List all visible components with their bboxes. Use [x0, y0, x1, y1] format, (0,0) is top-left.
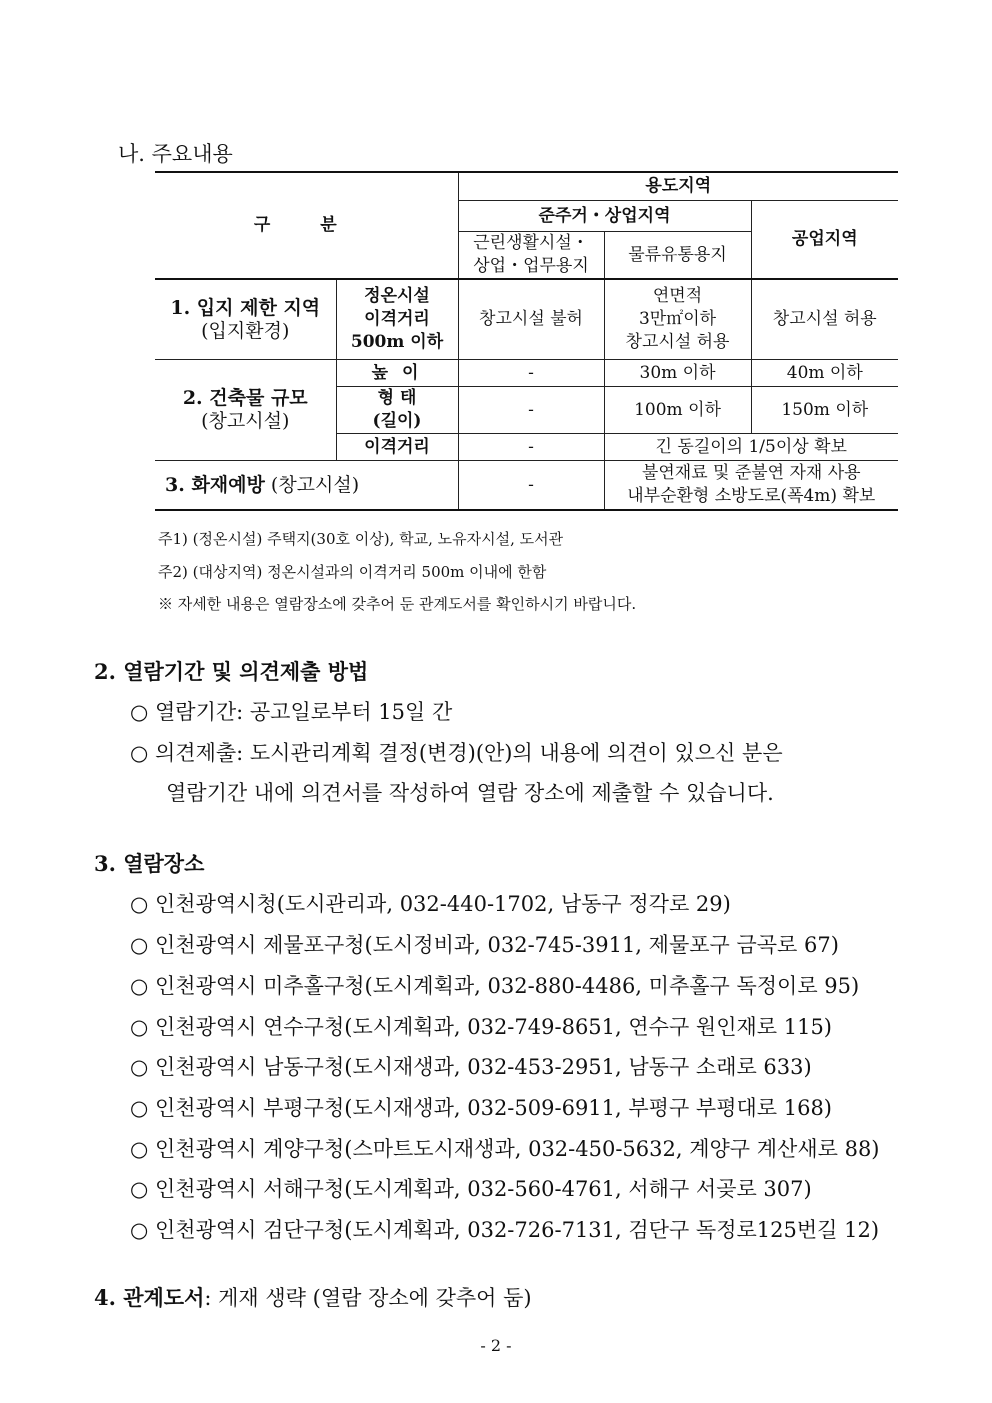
row2a-c2: 30m 이하	[604, 360, 751, 387]
row2c-c1: -	[458, 434, 604, 461]
row2c-label: 이격거리	[336, 434, 458, 461]
section4-title	[94, 1282, 532, 1312]
location-item: ○ 인천광역시 서해구청(도시계획과, 032-560-4761, 서해구 서곶로 307)	[130, 1177, 812, 1201]
row3-title-cell	[155, 461, 458, 511]
header-industrial: 공업지역	[751, 201, 898, 280]
row1-criteria: 정온시설 이격거리 500m 이하	[336, 279, 458, 360]
header-sub-logistics: 물류유통용지	[604, 232, 751, 280]
page-number: - 2 -	[480, 1336, 512, 1355]
section2-item-opinion: ○ 의견제출: 도시관리계획 결정(변경)(안)의 내용에 의견이 있으신 분은	[130, 741, 783, 765]
row2b-c1: -	[458, 387, 604, 434]
row2b-c3: 150m 이하	[751, 387, 898, 434]
location-item: ○ 인천광역시 부평구청(도시재생과, 032-509-6911, 부평구 부평대로 168)	[130, 1096, 832, 1120]
section2-title: 2. 열람기간 및 의견제출 방법	[94, 659, 369, 684]
row2b-c2: 100m 이하	[604, 387, 751, 434]
header-zone: 용도지역	[458, 172, 898, 201]
row3-title-rest: (창고시설)	[264, 473, 360, 496]
subsection-title: 나. 주요내용	[118, 142, 233, 166]
row2-sub: (창고시설)	[201, 410, 290, 432]
row1-c3: 창고시설 허용	[751, 279, 898, 360]
row1-sub: (입지환경)	[201, 319, 290, 342]
location-item: ○ 인천광역시 미추홀구청(도시계획과, 032-880-4486, 미추홀구 독정이로 95)	[130, 974, 860, 998]
row2c-c23: 긴 동길이의 1/5이상 확보	[604, 434, 898, 461]
row2a-c1: -	[458, 360, 604, 387]
note-3: ※ 자세한 내용은 열람장소에 갖추어 둔 관계도서를 확인하시기 바랍니다.	[158, 595, 637, 613]
location-item: ○ 인천광역시청(도시관리과, 032-440-1702, 남동구 정각로 29)	[130, 892, 731, 916]
location-item: ○ 인천광역시 계양구청(스마트도시재생과, 032-450-5632, 계양구 계산새로 88)	[130, 1137, 880, 1161]
main-content-table	[155, 171, 898, 511]
section2-continuation: 열람기간 내에 의견서를 작성하여 열람 장소에 제출할 수 있습니다.	[166, 781, 774, 805]
row2a-c3: 40m 이하	[751, 360, 898, 387]
header-semi-residential: 준주거・상업지역	[458, 201, 751, 232]
note-1: 주1) (정온시설) 주택지(30호 이상), 학교, 노유자시설, 도서관	[158, 530, 564, 548]
row2a-label: 높 이	[336, 360, 458, 387]
location-item: ○ 인천광역시 남동구청(도시재생과, 032-453-2951, 남동구 소래로 633)	[130, 1055, 812, 1079]
row3-c1: -	[458, 461, 604, 511]
section4-title-bold: 4. 관계도서	[94, 1285, 205, 1310]
row2-title: 2. 건축물 규모	[182, 387, 308, 409]
section2-item-period: ○ 열람기간: 공고일로부터 15일 간	[130, 700, 453, 724]
row3-title: 3. 화재예방	[165, 473, 265, 496]
section3-title: 3. 열람장소	[94, 851, 205, 876]
row3-c23: 불연재료 및 준불연 자재 사용 내부순환형 소방도로(폭4m) 확보	[604, 461, 898, 511]
row2b-label: 형 태 (길이)	[336, 387, 458, 434]
location-item: ○ 인천광역시 검단구청(도시계획과, 032-726-7131, 검단구 독정로125번길 12)	[130, 1218, 880, 1242]
header-sub-commercial: 근린생활시설・ 상업・업무용지	[458, 232, 604, 280]
row1-title-cell	[155, 279, 336, 360]
location-item: ○ 인천광역시 제물포구청(도시정비과, 032-745-3911, 제물포구 금곡로 67)	[130, 933, 839, 957]
section4-title-rest: : 게재 생략 (열람 장소에 갖추어 둠)	[204, 1286, 532, 1310]
location-item: ○ 인천광역시 연수구청(도시계획과, 032-749-8651, 연수구 원인재로 115)	[130, 1015, 832, 1039]
row2-title-cell	[155, 360, 336, 461]
note-2: 주2) (대상지역) 정온시설과의 이격거리 500m 이내에 한함	[158, 563, 547, 581]
header-gubun: 구 분	[155, 172, 458, 279]
row1-c1: 창고시설 불허	[458, 279, 604, 360]
row1-title: 1. 입지 제한 지역	[170, 296, 321, 319]
row1-c2: 연면적 3만㎡이하 창고시설 허용	[604, 279, 751, 360]
